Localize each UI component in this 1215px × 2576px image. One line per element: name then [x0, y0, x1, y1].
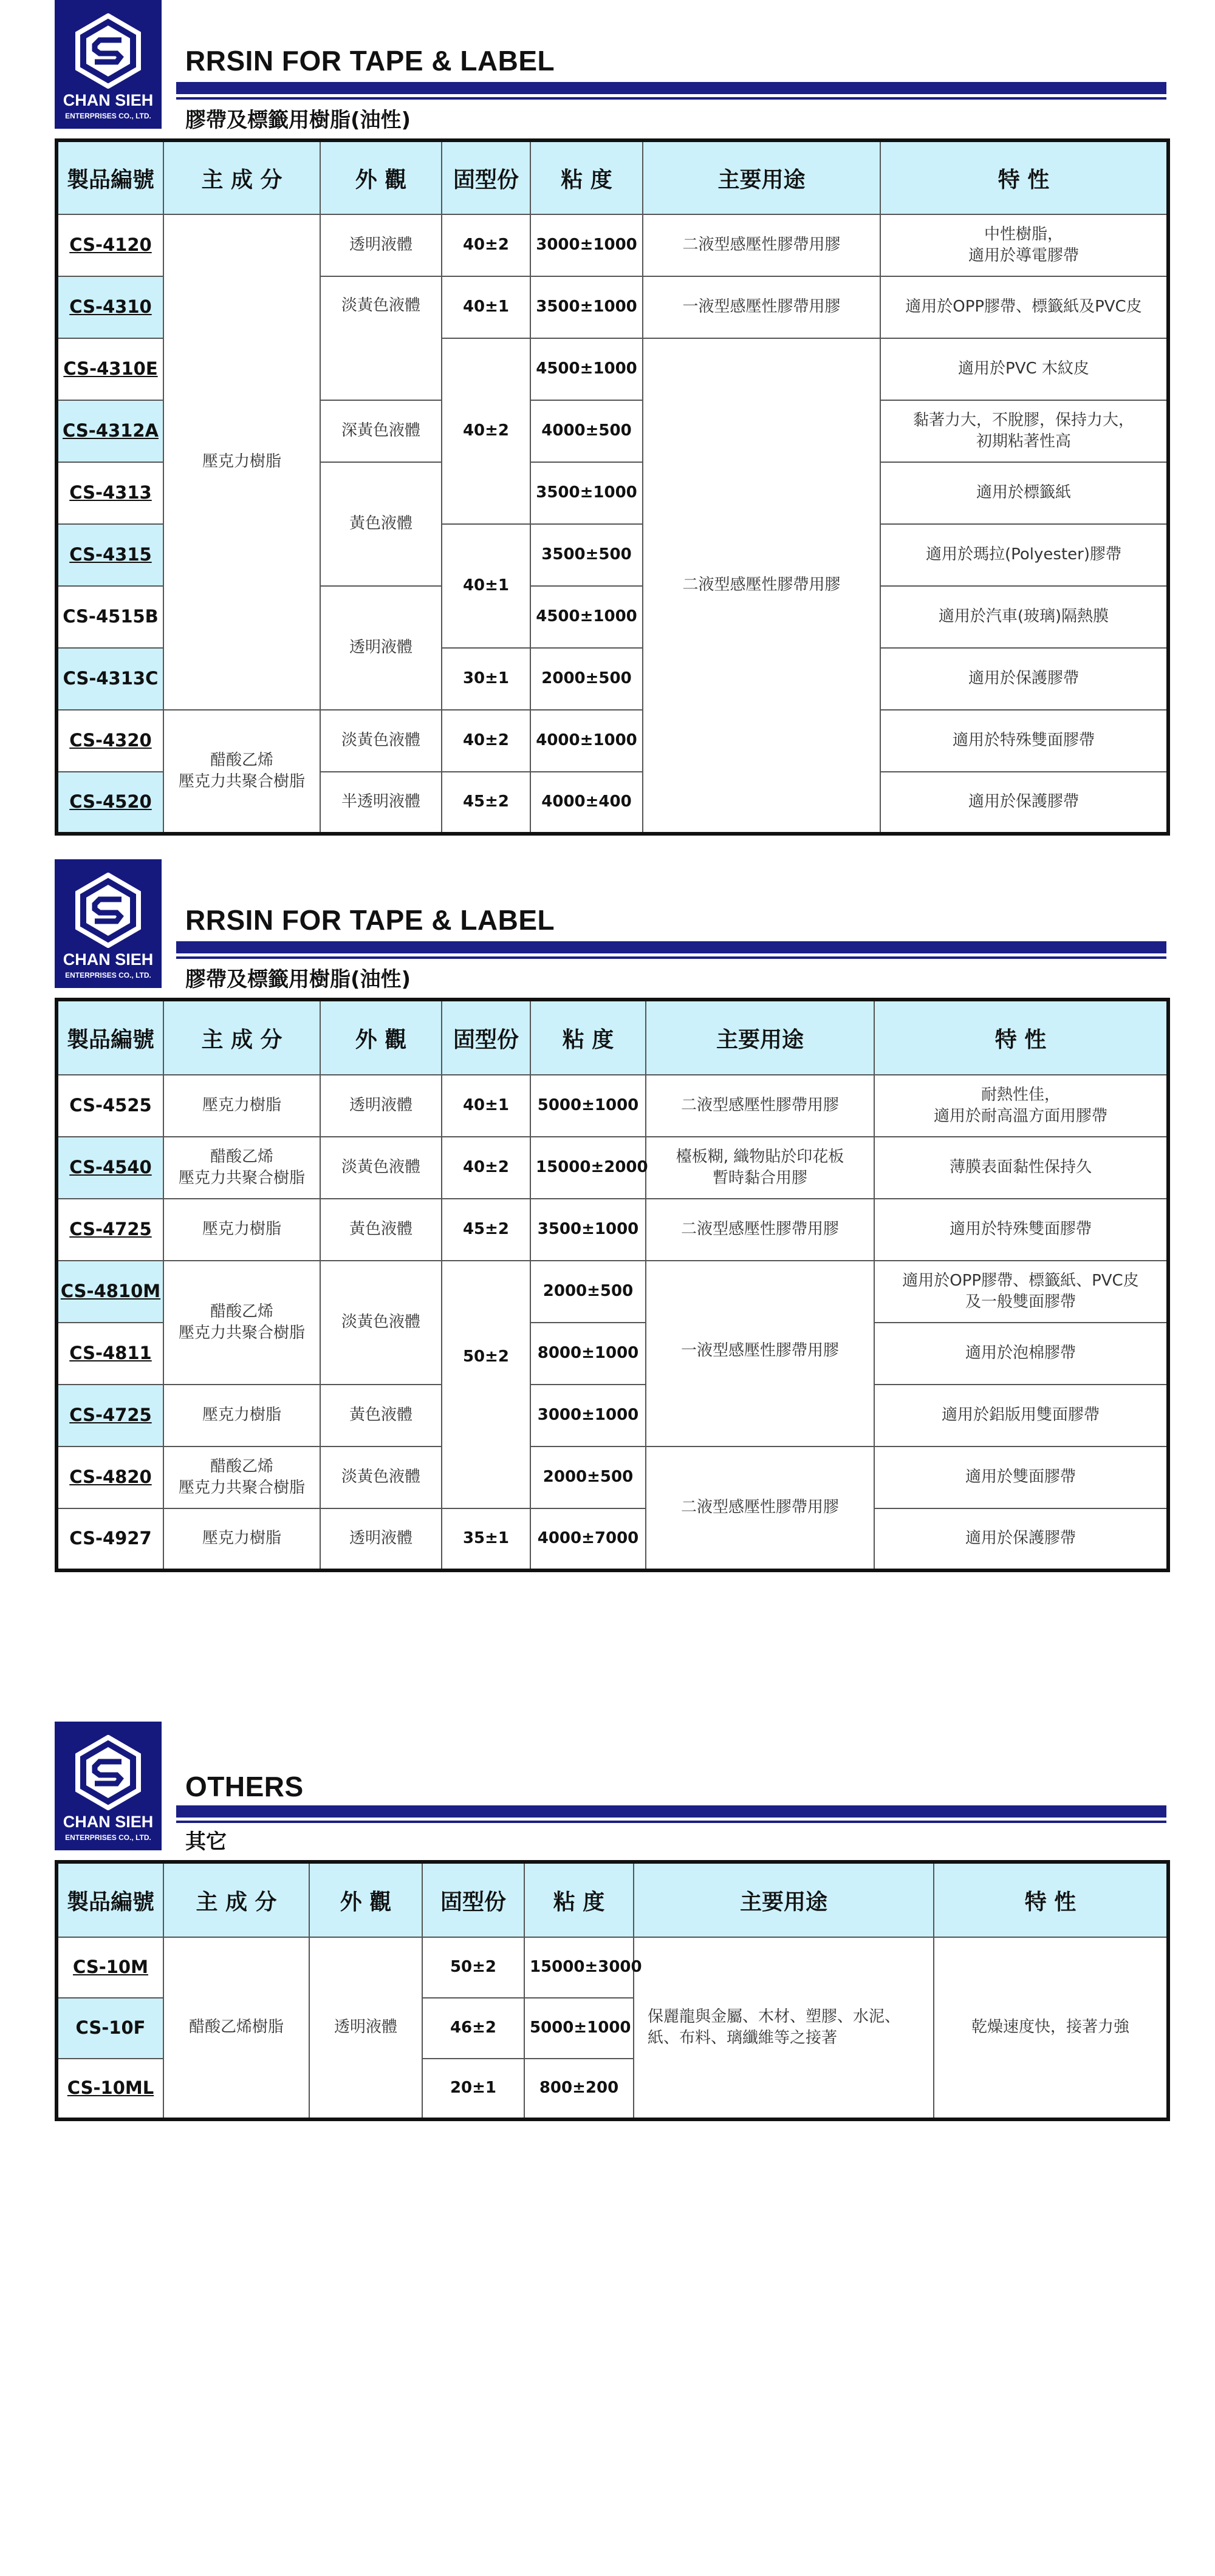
- solids-cell: 40±1: [442, 524, 530, 648]
- table-header-row: [56, 1000, 1168, 1075]
- table-row: [56, 1137, 1168, 1199]
- table-header-row: [56, 1862, 1168, 1937]
- product-code-link[interactable]: CS-4820: [56, 1446, 163, 1508]
- logo-mark-icon: [70, 873, 146, 948]
- viscosity-cell: 8000±1000: [530, 1323, 646, 1385]
- product-code-link[interactable]: CS-4320: [56, 710, 163, 772]
- viscosity-cell: 3500±1000: [530, 462, 643, 524]
- title-underline: [176, 1821, 1166, 1823]
- appearance-cell: 透明液體: [309, 1937, 422, 2119]
- header-viscosity: 粘 度: [530, 140, 643, 214]
- component-cell: 醋酸乙烯 壓克力共聚合樹脂: [163, 1446, 320, 1508]
- feature-cell: 適用於特殊雙面膠帶: [880, 710, 1168, 772]
- feature-cell: 適用於瑪拉(Polyester)膠帶: [880, 524, 1168, 586]
- appearance-cell: 透明液體: [320, 586, 442, 710]
- use-cell: 二液型感壓性膠帶用膠: [643, 214, 880, 276]
- product-code-link[interactable]: CS-4313: [56, 462, 163, 524]
- viscosity-cell: 3500±1000: [530, 1199, 646, 1261]
- feature-cell: 適用於汽車(玻璃)隔熱膜: [880, 586, 1168, 648]
- solids-cell: 50±2: [442, 1261, 530, 1508]
- product-code-link[interactable]: CS-4315: [56, 524, 163, 586]
- use-cell: 二液型感壓性膠帶用膠: [646, 1075, 874, 1137]
- appearance-cell: 淡黃色液體: [320, 276, 442, 400]
- component-cell: 壓克力樹脂: [163, 1385, 320, 1446]
- solids-cell: 20±1: [422, 2059, 524, 2119]
- viscosity-cell: 2000±500: [530, 648, 643, 710]
- feature-cell: 適用於保護膠帶: [880, 648, 1168, 710]
- section-title: OTHERS: [185, 1771, 304, 1802]
- solids-cell: 40±2: [442, 338, 530, 524]
- brand-subname: ENTERPRISES CO., LTD.: [65, 1833, 151, 1842]
- viscosity-cell: 15000±2000: [530, 1137, 646, 1199]
- header-appearance: 外 觀: [320, 1000, 442, 1075]
- viscosity-cell: 4000±1000: [530, 710, 643, 772]
- viscosity-cell: 5000±1000: [524, 1998, 634, 2059]
- appearance-cell: 淡黃色液體: [320, 710, 442, 772]
- product-code-link[interactable]: CS-4725: [56, 1385, 163, 1446]
- appearance-cell: 透明液體: [320, 214, 442, 276]
- title-bar: [176, 941, 1166, 953]
- section-subtitle: 膠帶及標籤用樹脂(油性): [185, 967, 411, 992]
- table-row: [56, 1199, 1168, 1261]
- section-tape-label-2: [0, 859, 1215, 1576]
- header-use: 主要用途: [643, 140, 880, 214]
- feature-cell: 適用於標籤紙: [880, 462, 1168, 524]
- product-code-link[interactable]: CS-4927: [56, 1508, 163, 1570]
- header-solids: 固型份: [422, 1862, 524, 1937]
- product-code-link[interactable]: CS-4310E: [56, 338, 163, 400]
- viscosity-cell: 2000±500: [530, 1446, 646, 1508]
- component-cell: 壓克力樹脂: [163, 1075, 320, 1137]
- component-cell: 醋酸乙烯 壓克力共聚合樹脂: [163, 1137, 320, 1199]
- feature-cell: 適用於保護膠帶: [874, 1508, 1168, 1570]
- spec-table: [55, 1860, 1170, 2121]
- header-solids: 固型份: [442, 140, 530, 214]
- product-code-link[interactable]: CS-4810M: [56, 1261, 163, 1323]
- table-row: [56, 710, 1168, 772]
- product-code-link[interactable]: CS-10ML: [56, 2059, 163, 2119]
- component-cell: 醋酸乙烯 壓克力共聚合樹脂: [163, 710, 320, 834]
- product-code-link[interactable]: CS-4313C: [56, 648, 163, 710]
- header-feature: 特 性: [880, 140, 1168, 214]
- feature-cell: 適用於泡棉膠帶: [874, 1323, 1168, 1385]
- solids-cell: 45±2: [442, 1199, 530, 1261]
- header-use: 主要用途: [634, 1862, 934, 1937]
- section-title: RRSIN FOR TAPE & LABEL: [185, 904, 555, 936]
- header-appearance: 外 觀: [309, 1862, 422, 1937]
- feature-cell: 適用於雙面膠帶: [874, 1446, 1168, 1508]
- title-bar: [176, 82, 1166, 94]
- table-row: [56, 214, 1168, 276]
- feature-cell: 中性樹脂， 適用於導電膠帶: [880, 214, 1168, 276]
- table-header-row: [56, 140, 1168, 214]
- title-underline: [176, 956, 1166, 959]
- viscosity-cell: 3500±500: [530, 524, 643, 586]
- brand-subname: ENTERPRISES CO., LTD.: [65, 112, 151, 120]
- company-logo: [55, 1722, 162, 1850]
- table-row: [56, 1508, 1168, 1570]
- feature-cell: 耐熱性佳， 適用於耐高溫方面用膠帶: [874, 1075, 1168, 1137]
- header-feature: 特 性: [874, 1000, 1168, 1075]
- viscosity-cell: 4000±400: [530, 772, 643, 834]
- solids-cell: 50±2: [422, 1937, 524, 1998]
- solids-cell: 40±2: [442, 710, 530, 772]
- product-code-link[interactable]: CS-4312A: [56, 400, 163, 462]
- section-subtitle: 膠帶及標籤用樹脂(油性): [185, 108, 411, 132]
- solids-cell: 40±2: [442, 214, 530, 276]
- product-code-link[interactable]: CS-4725: [56, 1199, 163, 1261]
- logo-mark-icon: [70, 1735, 146, 1810]
- section-title: RRSIN FOR TAPE & LABEL: [185, 45, 555, 77]
- table-row: [56, 1446, 1168, 1508]
- company-logo: [55, 0, 162, 129]
- title-underline: [176, 97, 1166, 100]
- header-feature: 特 性: [934, 1862, 1168, 1937]
- table-row: [56, 1075, 1168, 1137]
- product-code-link[interactable]: CS-4515B: [56, 586, 163, 648]
- header-component: 主 成 分: [163, 1000, 320, 1075]
- use-cell: 二液型感壓性膠帶用膠: [646, 1446, 874, 1570]
- viscosity-cell: 15000±3000: [524, 1937, 634, 1998]
- header-code: 製品編號: [56, 140, 163, 214]
- component-cell: 壓克力樹脂: [163, 1508, 320, 1570]
- appearance-cell: 淡黃色液體: [320, 1261, 442, 1385]
- feature-cell: 適用於OPP膠帶、標籤紙及PVC皮: [880, 276, 1168, 338]
- viscosity-cell: 2000±500: [530, 1261, 646, 1323]
- viscosity-cell: 4000±7000: [530, 1508, 646, 1570]
- feature-cell: 適用於鋁版用雙面膠帶: [874, 1385, 1168, 1446]
- product-code-link[interactable]: CS-10M: [56, 1937, 163, 1998]
- title-bar: [176, 1805, 1166, 1818]
- header-component: 主 成 分: [163, 1862, 309, 1937]
- section-tape-label-1: [0, 0, 1215, 838]
- logo-mark-icon: [70, 13, 146, 89]
- brand-name: CHAN SIEH: [63, 1813, 154, 1831]
- product-code-link[interactable]: CS-4310: [56, 276, 163, 338]
- appearance-cell: 黃色液體: [320, 1199, 442, 1261]
- solids-cell: 40±2: [442, 1137, 530, 1199]
- table-row: [56, 1261, 1168, 1323]
- solids-cell: 45±2: [442, 772, 530, 834]
- viscosity-cell: 3000±1000: [530, 1385, 646, 1446]
- feature-cell: 適用於OPP膠帶、標籤紙、PVC皮 及一般雙面膠帶: [874, 1261, 1168, 1323]
- use-cell: 檯板糊, 織物貼於印花板 暫時黏合用膠: [646, 1137, 874, 1199]
- product-code-link[interactable]: CS-4120: [56, 214, 163, 276]
- component-cell: 壓克力樹脂: [163, 214, 320, 710]
- spec-table: [55, 998, 1170, 1572]
- viscosity-cell: 800±200: [524, 2059, 634, 2119]
- appearance-cell: 淡黃色液體: [320, 1137, 442, 1199]
- appearance-cell: 黃色液體: [320, 1385, 442, 1446]
- use-cell: 保麗龍與金屬、木材、塑膠、水泥、 紙、布料、璃纖維等之接著: [634, 1937, 934, 2119]
- appearance-cell: 黃色液體: [320, 462, 442, 586]
- viscosity-cell: 4500±1000: [530, 338, 643, 400]
- section-others: [0, 1722, 1215, 2122]
- feature-cell: 薄膜表面黏性保持久: [874, 1137, 1168, 1199]
- header-component: 主 成 分: [163, 140, 320, 214]
- header-code: 製品編號: [56, 1000, 163, 1075]
- appearance-cell: 透明液體: [320, 1075, 442, 1137]
- viscosity-cell: 5000±1000: [530, 1075, 646, 1137]
- use-cell: 一液型感壓性膠帶用膠: [643, 276, 880, 338]
- header-solids: 固型份: [442, 1000, 530, 1075]
- feature-cell: 適用於保護膠帶: [880, 772, 1168, 834]
- header-use: 主要用途: [646, 1000, 874, 1075]
- appearance-cell: 透明液體: [320, 1508, 442, 1570]
- solids-cell: 30±1: [442, 648, 530, 710]
- product-code-link[interactable]: CS-4811: [56, 1323, 163, 1385]
- feature-cell: 適用於PVC 木紋皮: [880, 338, 1168, 400]
- component-cell: 醋酸乙烯 壓克力共聚合樹脂: [163, 1261, 320, 1385]
- component-cell: 壓克力樹脂: [163, 1199, 320, 1261]
- header-viscosity: 粘 度: [524, 1862, 634, 1937]
- appearance-cell: 半透明液體: [320, 772, 442, 834]
- company-logo: [55, 859, 162, 988]
- brand-name: CHAN SIEH: [63, 950, 154, 969]
- brand-subname: ENTERPRISES CO., LTD.: [65, 971, 151, 980]
- product-code-link[interactable]: CS-4540: [56, 1137, 163, 1199]
- solids-cell: 40±1: [442, 1075, 530, 1137]
- viscosity-cell: 3500±1000: [530, 276, 643, 338]
- viscosity-cell: 4500±1000: [530, 586, 643, 648]
- brand-name: CHAN SIEH: [63, 91, 154, 109]
- feature-cell: 乾燥速度快，接著力強: [934, 1937, 1168, 2119]
- table-row: [56, 1385, 1168, 1446]
- spec-table: [55, 138, 1170, 836]
- appearance-cell: 深黃色液體: [320, 400, 442, 462]
- feature-cell: 黏著力大，不脫膠，保持力大， 初期粘著性高: [880, 400, 1168, 462]
- header-viscosity: 粘 度: [530, 1000, 646, 1075]
- solids-cell: 40±1: [442, 276, 530, 338]
- product-code-link[interactable]: CS-4520: [56, 772, 163, 834]
- use-cell: 二液型感壓性膠帶用膠: [646, 1199, 874, 1261]
- viscosity-cell: 4000±500: [530, 400, 643, 462]
- appearance-cell: 淡黃色液體: [320, 1446, 442, 1508]
- feature-cell: 適用於特殊雙面膠帶: [874, 1199, 1168, 1261]
- header-code: 製品編號: [56, 1862, 163, 1937]
- component-cell: 醋酸乙烯樹脂: [163, 1937, 309, 2119]
- use-cell: 二液型感壓性膠帶用膠: [643, 338, 880, 834]
- product-code-link[interactable]: CS-4525: [56, 1075, 163, 1137]
- solids-cell: 35±1: [442, 1508, 530, 1570]
- solids-cell: 46±2: [422, 1998, 524, 2059]
- header-appearance: 外 觀: [320, 140, 442, 214]
- viscosity-cell: 3000±1000: [530, 214, 643, 276]
- table-row: [56, 1937, 1168, 1998]
- section-subtitle: 其它: [185, 1830, 227, 1854]
- product-code-link[interactable]: CS-10F: [56, 1998, 163, 2059]
- use-cell: 一液型感壓性膠帶用膠: [646, 1261, 874, 1446]
